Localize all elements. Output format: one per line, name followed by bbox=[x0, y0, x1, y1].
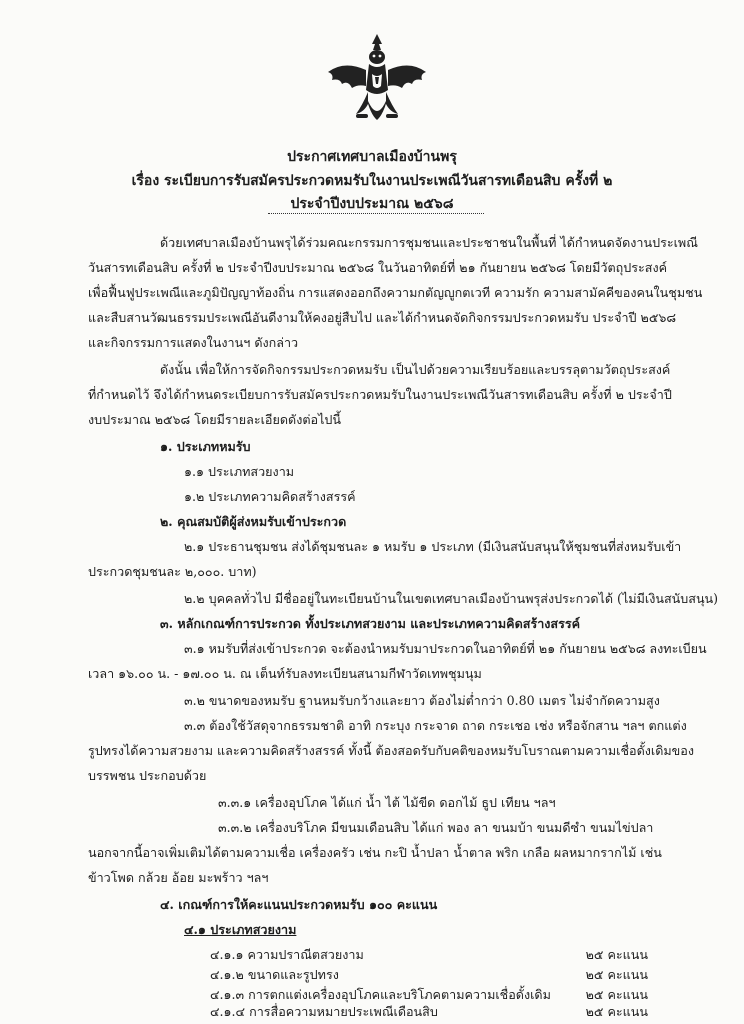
section-3-subitem: ๓.๓.๒ เครื่องบริโภค มีขนมเดือนสิบ ได้แก่ พอง ลา ขนมบ้า ขนมดีซำ ขนมไข่ปลา bbox=[218, 820, 654, 835]
section-3-item: ๓.๒ ขนาดของหมรับ ฐานหมรับกว้างและยาว ต้องไม่ต่ำกว่า 0.80 เมตร ไม่จำกัดความสูง bbox=[184, 693, 660, 708]
intro-line: และสืบสานวัฒนธรรมประเพณีอันดีงามให้คงอยู่สืบไป และได้กำหนดจัดกิจกรรมประกวดหมรับ ประจำปี ๒๕๖๘ bbox=[88, 310, 677, 325]
section-4-subtitle: ๔.๑ ประเภทสวยงาม bbox=[184, 922, 297, 937]
paragraph-line: ดังนั้น เพื่อให้การจัดกิจกรรมประกวดหมรับ เป็นไปด้วยความเรียบร้อยและบรรลุตามวัตถุประสงค์ bbox=[160, 362, 671, 377]
section-3-subitem: ๓.๓.๑ เครื่องอุปโภค ได้แก่ น้ำ ไต้ ไม้ขีด ดอกไม้ ธูป เทียน ฯลฯ bbox=[218, 795, 556, 810]
score-item-label: ๔.๑.๑ ความปราณีตสวยงาม bbox=[210, 947, 364, 962]
header-divider bbox=[268, 213, 484, 214]
announcement-fiscal-year: ประจำปีงบประมาณ ๒๕๖๘ bbox=[290, 196, 454, 212]
announcement-title: ประกาศเทศบาลเมืองบ้านพรุ bbox=[287, 149, 457, 165]
intro-line: ด้วยเทศบาลเมืองบ้านพรุได้ร่วมคณะกรรมการชุมชนและประชาชนในพื้นที่ ได้กำหนดจัดงานประเพณี bbox=[160, 235, 698, 250]
score-item-value: ๒๕ คะแนน bbox=[585, 967, 648, 982]
section-1-title: ๑. ประเภทหมรับ bbox=[160, 439, 251, 454]
score-item-label: ๔.๑.๓ การตกแต่งเครื่องอุปโภคและบริโภคตามความเชื่อดั้งเดิม bbox=[210, 987, 551, 1002]
section-2-item: ๒.๑ ประธานชุมชน ส่งได้ชุมชนละ ๑ หมรับ ๑ ประเภท (มีเงินสนับสนุนให้ชุมชนที่ส่งหมรับเข้า bbox=[184, 539, 682, 554]
section-1-item: ๑.๑ ประเภทสวยงาม bbox=[184, 464, 295, 479]
section-3-item: ๓.๓ ต้องใช้วัสดุจากธรรมชาติ อาทิ กระบุง กระจาด ถาด กระเชอ เช่ง หรือจักสาน ฯลฯ ตกแต่ง bbox=[184, 718, 687, 733]
section-4-title: ๔. เกณฑ์การให้คะแนนประกวดหมรับ ๑๐๐ คะแนน bbox=[160, 897, 438, 912]
intro-line: เพื่อฟื้นฟูประเพณีและภูมิปัญญาท้องถิ่น การแสดงออกถึงความกตัญญูกตเวที ความรัก ความสามัคคีของคนในชุมชน bbox=[88, 285, 703, 300]
score-item-label: ๔.๑.๒ ขนาดและรูปทรง bbox=[210, 967, 339, 982]
section-3-title: ๓. หลักเกณฑ์การประกวด ทั้งประเภทสวยงาม และประเภทความคิดสร้างสรรค์ bbox=[160, 616, 581, 631]
score-item-label: ๔.๑.๔ การสื่อความหมายประเพณีเดือนสิบ bbox=[210, 1004, 438, 1019]
section-3-item: รูปทรงได้ความสวยงาม และความคิดสร้างสรรค์ ทั้งนี้ ต้องสอดรับกับคติของหมรับโบราณตามความเชื่อดั้งเดิมของ bbox=[88, 743, 695, 758]
announcement-subject: เรื่อง ระเบียบการรับสมัครประกวดหมรับในงานประเพณีวันสารทเดือนสิบ ครั้งที่ ๒ bbox=[131, 173, 613, 189]
section-3-item: เวลา ๑๖.๐๐ น. - ๑๗.๐๐ น. ณ เต็นท์รับลงทะเบียนสนามกีฬาวัดเทพชุมนุม bbox=[88, 666, 482, 681]
garuda-emblem bbox=[322, 30, 432, 140]
section-3-item: ๓.๑ หมรับที่ส่งเข้าประกวด จะต้องนำหมรับมาประกวดในอาทิตย์ที่ ๒๑ กันยายน ๒๕๖๘ ลงทะเบียน bbox=[184, 641, 707, 656]
section-2-title: ๒. คุณสมบัติผู้ส่งหมรับเข้าประกวด bbox=[160, 514, 347, 529]
section-3-subitem: นอกจากนี้อาจเพิ่มเติมได้ตามความเชื่อ เครื่องครัว เช่น กะปิ น้ำปลา น้ำตาล พริก เกลือ ผลหมากรากไม้ เช่น bbox=[88, 845, 662, 860]
section-2-item: ประกวดชุมชนละ ๒,๐๐๐. บาท) bbox=[88, 564, 257, 579]
intro-line: วันสารทเดือนสิบ ครั้งที่ ๒ ประจำปีงบประมาณ ๒๕๖๘ ในวันอาทิตย์ที่ ๒๑ กันยายน ๒๕๖๘ โดยมีวัตถุประสงค์ bbox=[88, 260, 668, 275]
intro-line: และกิจกรรมการแสดงในงานฯ ดังกล่าว bbox=[88, 335, 299, 350]
paragraph-line: งบประมาณ ๒๕๖๘ โดยมีรายละเอียดดังต่อไปนี้ bbox=[88, 412, 342, 427]
score-item-value: ๒๕ คะแนน bbox=[585, 987, 648, 1002]
section-2-item: ๒.๒ บุคคลทั่วไป มีชื่ออยู่ในทะเบียนบ้านในเขตเทศบาลเมืองบ้านพรุส่งประกวดได้ (ไม่มีเงินสนับสนุน) bbox=[184, 591, 719, 606]
score-item-value: ๒๕ คะแนน bbox=[585, 947, 648, 962]
section-3-item: บรรพชน ประกอบด้วย bbox=[88, 768, 207, 783]
paragraph-line: ที่กำหนดไว้ จึงได้กำหนดระเบียบการรับสมัครประกวดหมรับในงานประเพณีวันสารทเดือนสิบ ครั้งที่ ๒ ประจำปี bbox=[88, 387, 672, 402]
score-item-value: ๒๕ คะแนน bbox=[585, 1004, 648, 1019]
section-1-item: ๑.๒ ประเภทความคิดสร้างสรรค์ bbox=[184, 489, 356, 504]
section-3-subitem: ข้าวโพด กล้วย อ้อย มะพร้าว ฯลฯ bbox=[88, 870, 269, 885]
